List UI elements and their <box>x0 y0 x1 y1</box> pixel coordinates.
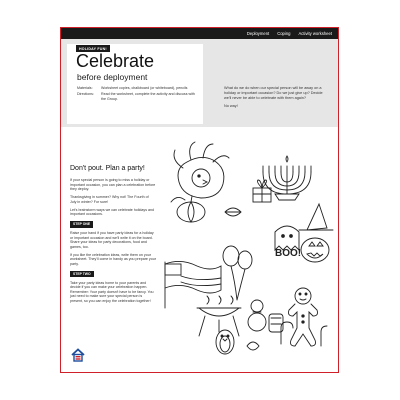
gingerbread-icon <box>289 288 318 346</box>
worksheet-page <box>60 27 339 373</box>
flag-icon <box>165 261 221 308</box>
step-one-text-2: If you like the celebration ideas, write them on your worksheet. They'll come in handy as you prepare your party. <box>70 252 156 266</box>
boo-text: BOO! <box>275 248 302 259</box>
turkey-icon <box>174 142 229 198</box>
gift-icon <box>253 180 271 202</box>
holiday-coloring-art <box>157 132 335 368</box>
paragraph-2: Thanksgiving in summer? Why not! The Fourth of July in winter? For sure! <box>70 195 149 204</box>
section-heading: Don't pout. Plan a party! <box>70 165 145 172</box>
ornament-icon <box>247 300 283 350</box>
page-title: Celebrate <box>76 51 155 71</box>
witch-hat-icon <box>299 204 333 230</box>
directions-label: Directions: <box>77 92 94 97</box>
top-nav-bar <box>61 28 338 39</box>
pumpkin-icon <box>177 196 205 222</box>
menorah-icon <box>263 156 311 200</box>
intro-question <box>224 86 324 112</box>
nav-link-deployment[interactable]: Deployment <box>246 31 270 36</box>
materials-row <box>77 86 195 91</box>
body-text <box>70 178 156 307</box>
directions-row <box>77 92 195 101</box>
directions-text: Read the worksheet, complete the activity and discuss with the Group. <box>101 92 195 101</box>
ghost-icon <box>275 226 299 250</box>
intro-question-text: What do we do when our special person will be away on a holiday or important occasion? Do we just give up? Decide we'll never be able to celebrate with them again? <box>224 86 323 100</box>
materials-text: Worksheet copies, chalkboard (or whiteboard), pencils <box>101 86 188 90</box>
intro-answer-text: No way! <box>224 104 238 108</box>
page-subtitle: before deployment <box>77 72 148 82</box>
materials-directions <box>77 86 195 103</box>
holiday-tag: HOLIDAY FUN! <box>76 45 110 52</box>
materials-label: Materials: <box>77 86 93 90</box>
penguin-icon <box>216 330 234 354</box>
step-two-text: Take your party ideas home to your parents and decide if you can make your celebration happen. Remember: Your party doesn't have to be fancy. You just need to make sure your special person is present, so you can enjoy the celebration together! <box>70 280 154 303</box>
step-one-text: Raise your hand if you have party ideas for a holiday or important occasion and we'll write it on the board. Share your ideas for party decorations, food and games, too. <box>70 231 154 249</box>
house-logo-icon <box>71 348 85 362</box>
step-two-badge: STEP TWO <box>70 271 94 278</box>
paragraph-3: Let's brainstorm ways we can celebrate holidays and important occasions. <box>70 207 154 216</box>
step-one-badge: STEP ONE <box>70 221 93 228</box>
nav-link-coping[interactable]: Coping <box>277 31 291 36</box>
paragraph-1: If your special person is going to miss a holiday or important occasion, you can plan a celebration before they deploy. <box>70 178 156 191</box>
balloons-icon <box>223 246 252 300</box>
nav-link-activity-worksheet[interactable]: Activity worksheet <box>298 31 332 36</box>
grill-icon <box>197 296 241 336</box>
jack-o-lantern-icon <box>301 238 329 262</box>
